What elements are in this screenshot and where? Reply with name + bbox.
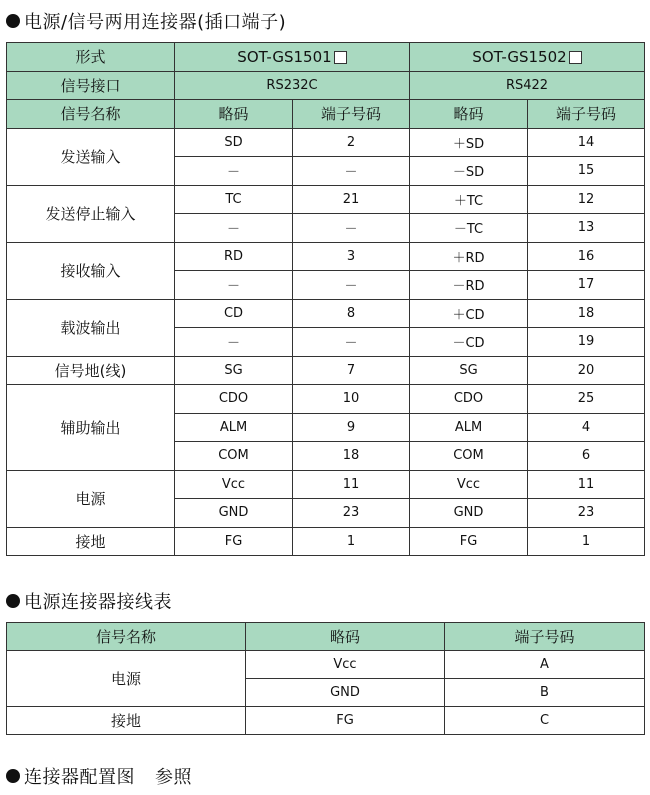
pin-cell: 23 xyxy=(293,499,410,528)
section1-heading xyxy=(6,8,286,34)
section3-title: 连接器配置图 xyxy=(24,767,135,788)
abbr-cell: COM xyxy=(175,442,293,471)
abbr-cell: GND xyxy=(246,679,445,707)
pin-cell: 17 xyxy=(528,271,645,300)
section3-ref: 参照 xyxy=(155,767,192,788)
bullet-icon xyxy=(6,594,20,608)
pin-cell: 3 xyxy=(293,242,410,271)
abbr-cell: TC xyxy=(175,185,293,214)
abbr-cell: SD xyxy=(175,128,293,157)
abbr-cell: － xyxy=(175,328,293,357)
checkbox-square-icon xyxy=(569,51,582,64)
abbr-cell: －CD xyxy=(410,328,528,357)
pin-cell: A xyxy=(445,651,645,679)
abbr-cell: FG xyxy=(246,707,445,735)
abbr-header: 略码 xyxy=(175,100,293,129)
interface-2: RS422 xyxy=(410,71,645,100)
abbr-cell: GND xyxy=(410,499,528,528)
abbr-cell: －TC xyxy=(410,214,528,243)
pin-cell: 11 xyxy=(293,470,410,499)
signal-name: 接地 xyxy=(7,527,175,556)
abbr-cell: CDO xyxy=(410,385,528,414)
abbr-cell: Vcc xyxy=(175,470,293,499)
abbr-cell: SG xyxy=(410,356,528,385)
pin-cell: B xyxy=(445,679,645,707)
pin-cell: 4 xyxy=(528,413,645,442)
bullet-icon xyxy=(6,14,20,28)
pin-cell: － xyxy=(293,214,410,243)
connector-pin-table xyxy=(6,42,645,556)
checkbox-square-icon xyxy=(334,51,347,64)
pin-cell: C xyxy=(445,707,645,735)
abbr-cell: －RD xyxy=(410,271,528,300)
pin-cell: 20 xyxy=(528,356,645,385)
bullet-icon xyxy=(6,769,20,783)
signal-name-header: 信号名称 xyxy=(7,623,246,651)
pin-cell: 13 xyxy=(528,214,645,243)
abbr-cell: GND xyxy=(175,499,293,528)
table-row xyxy=(7,651,645,679)
signal-name: 电源 xyxy=(7,651,246,707)
pin-cell: 19 xyxy=(528,328,645,357)
table-row xyxy=(7,470,645,499)
form-header: 形式 xyxy=(7,43,175,72)
pin-cell: － xyxy=(293,328,410,357)
signal-name: 信号地(线) xyxy=(7,356,175,385)
abbr-cell: － xyxy=(175,271,293,300)
table-row xyxy=(7,707,645,735)
interface-1: RS232C xyxy=(175,71,410,100)
abbr-cell: COM xyxy=(410,442,528,471)
abbr-header: 略码 xyxy=(246,623,445,651)
pin-cell: 2 xyxy=(293,128,410,157)
pin-cell: 25 xyxy=(528,385,645,414)
model-2-header xyxy=(410,43,645,72)
abbr-cell: －SD xyxy=(410,157,528,186)
signal-name: 辅助输出 xyxy=(7,385,175,471)
section2-heading xyxy=(6,588,172,614)
abbr-cell: Vcc xyxy=(246,651,445,679)
table-row xyxy=(7,299,645,328)
abbr-cell: FG xyxy=(410,527,528,556)
signal-name: 发送输入 xyxy=(7,128,175,185)
section3-heading xyxy=(6,763,192,789)
abbr-cell: Vcc xyxy=(410,470,528,499)
abbr-header: 略码 xyxy=(410,100,528,129)
pin-cell: 8 xyxy=(293,299,410,328)
table-row xyxy=(7,43,645,72)
pin-cell: 21 xyxy=(293,185,410,214)
pin-cell: － xyxy=(293,157,410,186)
table-row xyxy=(7,71,645,100)
signal-name: 载波输出 xyxy=(7,299,175,356)
signal-name: 接地 xyxy=(7,707,246,735)
abbr-cell: FG xyxy=(175,527,293,556)
table-row xyxy=(7,242,645,271)
abbr-cell: ＋CD xyxy=(410,299,528,328)
abbr-cell: CDO xyxy=(175,385,293,414)
pin-cell: 23 xyxy=(528,499,645,528)
pin-cell: 7 xyxy=(293,356,410,385)
abbr-cell: ＋TC xyxy=(410,185,528,214)
pin-header: 端子号码 xyxy=(293,100,410,129)
pin-cell: 18 xyxy=(528,299,645,328)
abbr-cell: ALM xyxy=(175,413,293,442)
abbr-cell: CD xyxy=(175,299,293,328)
table-row xyxy=(7,527,645,556)
model-1-label: SOT-GS1501 xyxy=(237,47,332,66)
signal-name: 接收输入 xyxy=(7,242,175,299)
pin-header: 端子号码 xyxy=(445,623,645,651)
model-1-header xyxy=(175,43,410,72)
pin-cell: 12 xyxy=(528,185,645,214)
table-row xyxy=(7,185,645,214)
power-connector-table xyxy=(6,622,645,735)
model-2-label: SOT-GS1502 xyxy=(472,47,567,66)
pin-cell: 14 xyxy=(528,128,645,157)
pin-cell: 1 xyxy=(293,527,410,556)
abbr-cell: RD xyxy=(175,242,293,271)
section1-title: 电源/信号两用连接器(插口端子) xyxy=(24,12,287,33)
pin-cell: 1 xyxy=(528,527,645,556)
pin-cell: 10 xyxy=(293,385,410,414)
table-row xyxy=(7,623,645,651)
table-row xyxy=(7,356,645,385)
pin-cell: － xyxy=(293,271,410,300)
table-row xyxy=(7,128,645,157)
table-row xyxy=(7,100,645,129)
pin-cell: 18 xyxy=(293,442,410,471)
pin-cell: 15 xyxy=(528,157,645,186)
signal-name: 发送停止输入 xyxy=(7,185,175,242)
signal-name: 电源 xyxy=(7,470,175,527)
pin-cell: 9 xyxy=(293,413,410,442)
pin-header: 端子号码 xyxy=(528,100,645,129)
abbr-cell: ＋SD xyxy=(410,128,528,157)
interface-header: 信号接口 xyxy=(7,71,175,100)
pin-cell: 6 xyxy=(528,442,645,471)
table-row xyxy=(7,385,645,414)
pin-cell: 11 xyxy=(528,470,645,499)
pin-cell: 16 xyxy=(528,242,645,271)
abbr-cell: ALM xyxy=(410,413,528,442)
abbr-cell: SG xyxy=(175,356,293,385)
section2-title: 电源连接器接线表 xyxy=(24,592,172,613)
signal-name-header: 信号名称 xyxy=(7,100,175,129)
abbr-cell: － xyxy=(175,157,293,186)
abbr-cell: ＋RD xyxy=(410,242,528,271)
abbr-cell: － xyxy=(175,214,293,243)
